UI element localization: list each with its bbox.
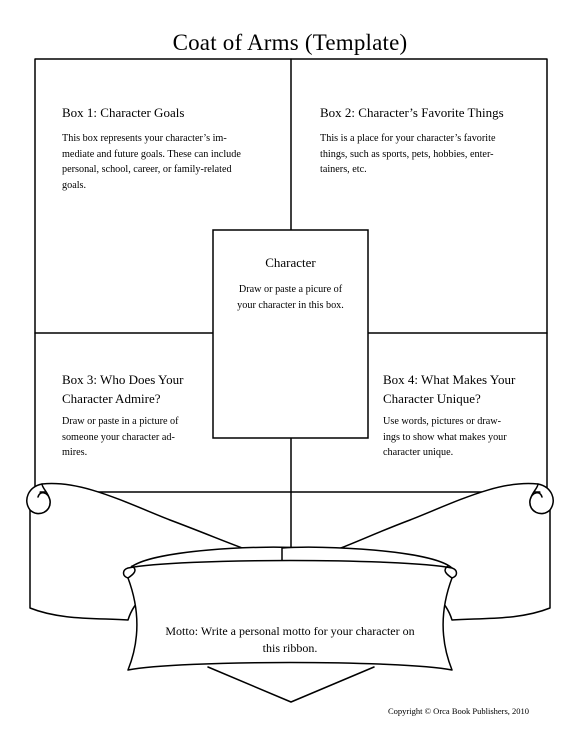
- box4-text-line: character unique.: [383, 447, 454, 458]
- box4-heading: [383, 370, 515, 408]
- motto-ribbon: [27, 483, 553, 702]
- copyright-notice: Copyright © Orca Book Publishers, 2010: [388, 706, 530, 716]
- box2-text-line: tainers, etc.: [320, 164, 367, 175]
- box3-text-line: someone your character ad-: [62, 431, 175, 443]
- box3-heading-line: Box 3: Who Does Your: [62, 372, 184, 387]
- box2-heading: Box 2: Character’s Favorite Things: [320, 105, 504, 120]
- box2-text: [320, 131, 542, 178]
- box1-heading: Box 1: Character Goals: [62, 105, 185, 120]
- character-text-line: your character in this box.: [237, 299, 344, 311]
- box4-text: [383, 414, 543, 461]
- box2-text-line: This is a place for your character’s favorite: [320, 133, 496, 144]
- character-text-line: Draw or paste a picure of: [238, 284, 343, 295]
- box3-text-line: Draw or paste in a picture of: [62, 416, 179, 427]
- box3-text-line: mires.: [62, 447, 88, 458]
- motto-text: [128, 623, 452, 657]
- motto-text-line: this ribbon.: [262, 641, 318, 655]
- box3-heading-line: Character Admire?: [62, 391, 161, 406]
- page-title: Coat of Arms (Template): [172, 30, 408, 55]
- box1-text-line: mediate and future goals. These can include: [62, 148, 241, 160]
- box1-text: [62, 131, 282, 193]
- character-heading: Character: [265, 255, 316, 270]
- character-text: [213, 282, 368, 313]
- box2-text-line: things, such as sports, pets, hobbies, enter-: [320, 148, 494, 160]
- box3-text: [62, 414, 210, 461]
- box4-text-line: Use words, pictures or draw-: [383, 416, 501, 427]
- box4-heading-line: Box 4: What Makes Your: [383, 372, 516, 387]
- box1-text-line: personal, school, career, or family-related: [62, 164, 232, 175]
- box3-heading: [62, 370, 183, 408]
- box4-text-line: ings to show what makes your: [383, 431, 507, 443]
- motto-text-line: Motto: Write a personal motto for your character on: [165, 624, 415, 638]
- box1-text-line: goals.: [62, 179, 87, 191]
- box4-heading-line: Character Unique?: [383, 391, 481, 406]
- box1-text-line: This box represents your character’s im-: [62, 133, 227, 144]
